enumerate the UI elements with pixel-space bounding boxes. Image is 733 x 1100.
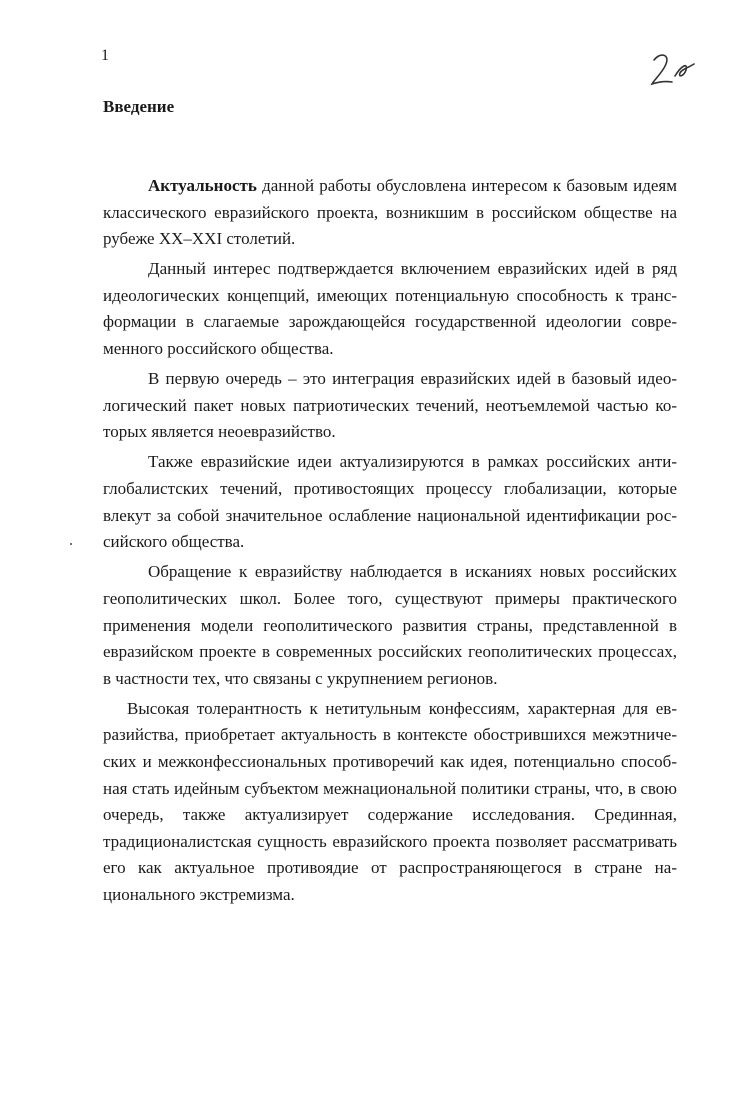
key-term: Актуальность	[148, 176, 257, 195]
paragraph-3: В первую очередь – это интеграция евразийских идей в базовый идеологический пакет новых патриотических течений, неотъемлемой частью которых является неоевразийство.	[103, 369, 677, 442]
page-number: 1	[101, 47, 109, 64]
scan-artifact-dot	[70, 543, 72, 545]
paragraph-2: Данный интерес подтверждается включением евразийских идей в ряд идеологических концепций, имеющих потенциальную способность к трансформации в слагаемые зарождающейся государственной идеологии современного российского общества.	[103, 259, 677, 359]
paragraph-1-text: данной работы обусловлена интересом к базовым идеям классического евразийского проекта, возникшим в российском обществе на рубеже XX–XXI столетий.	[103, 176, 677, 249]
section-heading: Введение	[103, 97, 175, 116]
paragraph-1	[103, 173, 677, 253]
body-text	[103, 173, 677, 912]
handwritten-page-mark	[648, 50, 698, 90]
paragraph-4: Также евразийские идеи актуализируются в рамках российских антиглобалистских течений, противостоящих процессу глобализации, которые влекут за собой значительное ослабление национальной идентификации российского общества.	[103, 452, 677, 552]
paragraph-6: Высокая толерантность к нетитульным конфессиям, характерная для евразийства, приобретает актуальность в контексте обострившихся межэтнических и межконфессиональных противоречий как идея, потенциально способная стать идейным субъектом межнациональной политики страны, что, в свою очередь, также актуализирует содержание исследования. Срединная, традиционалистская сущность евразийского проекта позволяет рассматривать его как актуальное противоядие от распространяющегося в стране национального экстремизма.	[103, 698, 677, 904]
paragraph-5: Обращение к евразийству наблюдается в исканиях новых российских геополитических школ. Более того, существуют примеры практического применения модели геополитического развития страны, представленной в евразийском проекте в современных российских геополитических процессах, в частности тех, что связаны с укрупнением регионов.	[103, 562, 677, 688]
